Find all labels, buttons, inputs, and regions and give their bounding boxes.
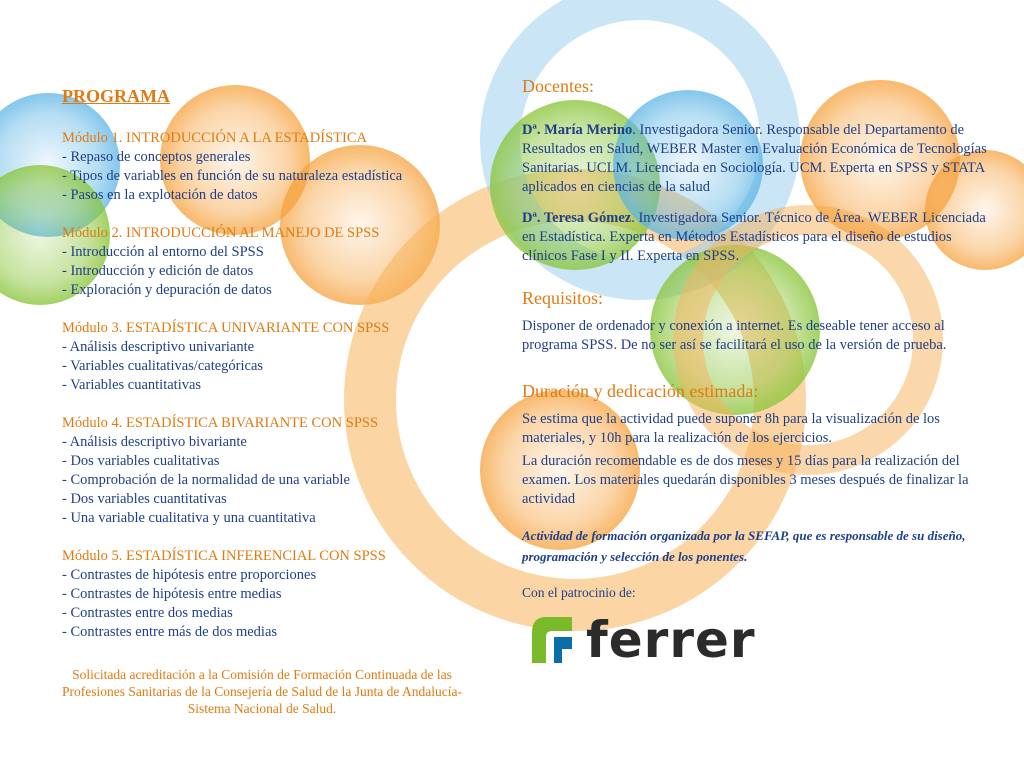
module-5 [62, 547, 482, 642]
module-item: - Análisis descriptivo univariante [62, 339, 255, 355]
docente-2-bio: . Investigadora Senior. Técnico de Área. WEBER Licenciada en Estadística. Experta en Métodos Estadísticos para el diseño de estudios clínicos Fase I y II. Experta en SPSS. [522, 210, 986, 264]
ferrer-logo [532, 611, 992, 669]
ferrer-logo-text: ferrer [586, 611, 756, 669]
module-item: - Comprobación de la normalidad de una variable [62, 472, 350, 488]
module-heading: Módulo 5. ESTADÍSTICA INFERENCIAL CON SPSS [62, 548, 386, 564]
module-item: - Variables cuantitativas [62, 377, 202, 393]
module-item: - Análisis descriptivo bivariante [62, 434, 247, 450]
module-item: - Repaso de conceptos generales [62, 149, 251, 165]
duracion-heading: Duración y dedicación estimada: [522, 381, 759, 401]
module-4 [62, 414, 482, 528]
module-item: - Pasos en la explotación de datos [62, 187, 258, 203]
module-heading: Módulo 3. ESTADÍSTICA UNIVARIANTE CON SPSS [62, 320, 390, 336]
info-column [522, 76, 992, 669]
module-2 [62, 224, 482, 300]
docente-1-name: Dª. María Merino [522, 122, 633, 138]
module-item: - Introducción al entorno del SPSS [62, 244, 264, 260]
module-heading: Módulo 1. INTRODUCCIÓN A LA ESTADÍSTICA [62, 130, 367, 146]
module-1 [62, 129, 482, 205]
module-item: - Una variable cualitativa y una cuantitativa [62, 510, 316, 526]
module-heading: Módulo 2. INTRODUCCIÓN AL MANEJO DE SPSS [62, 225, 380, 241]
ferrer-logo-icon [532, 615, 576, 665]
docente-2-name: Dª. Teresa Gómez [522, 210, 632, 226]
module-item: - Variables cualitativas/categóricas [62, 358, 264, 374]
sponsor-label: Con el patrocinio de: [522, 585, 636, 600]
module-3 [62, 319, 482, 395]
docente-1 [522, 121, 992, 197]
module-item: - Exploración y depuración de datos [62, 282, 272, 298]
organizer-note: Actividad de formación organizada por la SEFAP, que es responsable de su diseño, programación y selección de los ponentes. [522, 528, 966, 564]
requisitos-text: Disponer de ordenador y conexión a internet. Es deseable tener acceso al programa SPSS. De no ser así se facilitará el uso de la versión de prueba. [522, 318, 947, 353]
module-item: - Dos variables cuantitativas [62, 491, 227, 507]
module-item: - Introducción y edición de datos [62, 263, 254, 279]
docente-1-bio: . Investigadora Senior. Responsable del Departamento de Resultados en Salud, WEBER Master en Evaluación Económica de Tecnologías Sanitarias. UCLM. Licenciada en Sociología. UCM. Experta en SPSS y STATA aplicados en ciencias de la salud [522, 122, 987, 195]
requisitos-heading: Requisitos: [522, 288, 604, 308]
module-item: - Contrastes de hipótesis entre medias [62, 586, 282, 602]
program-column [62, 86, 482, 717]
accreditation-note: Solicitada acreditación a la Comisión de Formación Continuada de las Profesiones Sanitarias de la Consejería de Salud de la Junta de Andalucía-Sistema Nacional de Salud. [62, 667, 463, 716]
module-item: - Contrastes entre dos medias [62, 605, 233, 621]
program-title: PROGRAMA [62, 86, 170, 106]
module-item: - Contrastes entre más de dos medias [62, 624, 278, 640]
duracion-text-2: La duración recomendable es de dos meses y 15 días para la realización del examen. Los materiales quedarán disponibles 3 meses después de finalizar la actividad [522, 453, 969, 507]
module-item: - Tipos de variables en función de su naturaleza estadística [62, 168, 403, 184]
module-item: - Dos variables cualitativas [62, 453, 220, 469]
module-heading: Módulo 4. ESTADÍSTICA BIVARIANTE CON SPSS [62, 415, 379, 431]
docentes-heading: Docentes: [522, 76, 594, 96]
docente-2 [522, 209, 992, 266]
module-item: - Contrastes de hipótesis entre proporciones [62, 567, 317, 583]
duracion-text-1: Se estima que la actividad puede suponer 8h para la visualización de los materiales, y 10h para la realización de los ejercicios. [522, 411, 940, 446]
